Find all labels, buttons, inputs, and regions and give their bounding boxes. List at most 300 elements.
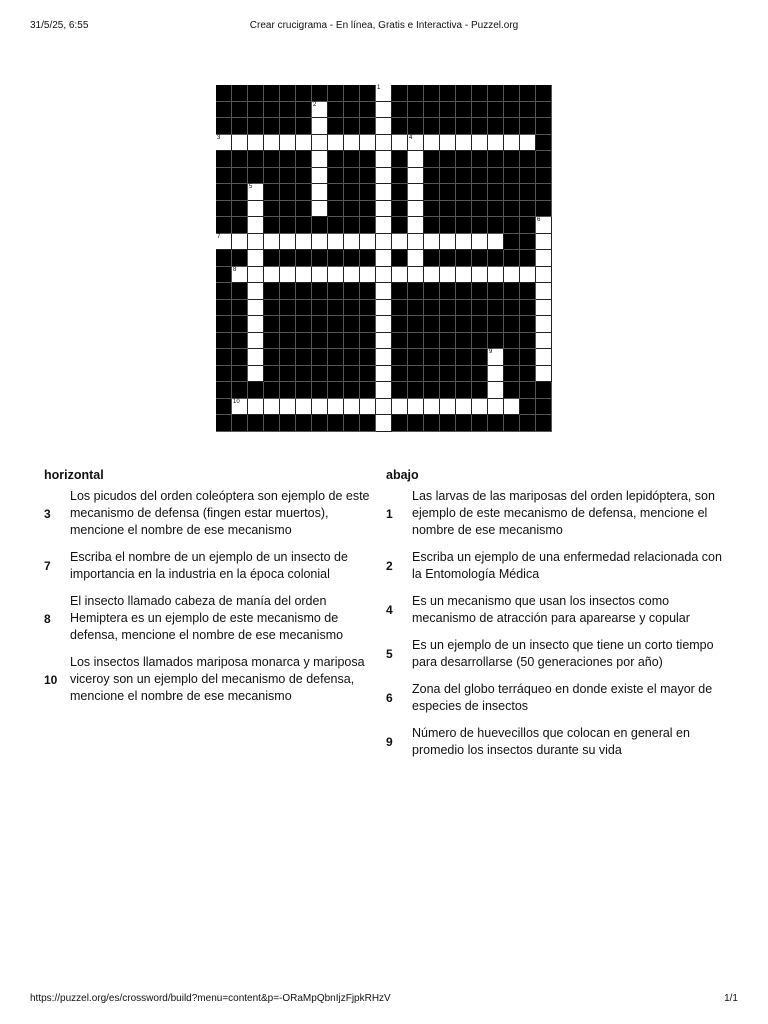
crossword-cell[interactable] (248, 399, 264, 416)
crossword-block (296, 85, 312, 102)
crossword-block (456, 415, 472, 432)
crossword-block (296, 217, 312, 234)
crossword-cell[interactable] (376, 366, 392, 383)
crossword-cell[interactable] (248, 316, 264, 333)
crossword-block (504, 168, 520, 185)
crossword-cell[interactable] (344, 234, 360, 251)
crossword-block (536, 415, 552, 432)
crossword-block (216, 217, 232, 234)
crossword-cell[interactable] (408, 267, 424, 284)
crossword-block (520, 283, 536, 300)
crossword-block (424, 382, 440, 399)
crossword-cell[interactable] (280, 267, 296, 284)
crossword-cell[interactable] (248, 349, 264, 366)
crossword-block (344, 85, 360, 102)
crossword-cell[interactable] (488, 349, 504, 366)
crossword-block (440, 333, 456, 350)
crossword-cell[interactable] (376, 151, 392, 168)
crossword-cell[interactable] (376, 217, 392, 234)
crossword-cell[interactable] (344, 135, 360, 152)
crossword-cell[interactable] (456, 234, 472, 251)
crossword-block (504, 234, 520, 251)
clue-text: El insecto llamado cabeza de manía del orden Hemiptera es un ejemplo de este mecanismo de defensa, mencione el nombre de ese mecanismo (70, 594, 344, 642)
crossword-block (520, 382, 536, 399)
crossword-block (344, 184, 360, 201)
crossword-block (360, 366, 376, 383)
crossword-cell[interactable] (392, 135, 408, 152)
clue-number: 3 (44, 506, 51, 521)
crossword-block (520, 102, 536, 119)
crossword-cell[interactable] (376, 135, 392, 152)
crossword-block (488, 102, 504, 119)
crossword-cell[interactable] (536, 366, 552, 383)
cell-number: 3 (217, 134, 221, 141)
crossword-block (536, 168, 552, 185)
crossword-cell[interactable] (312, 234, 328, 251)
crossword-block (488, 184, 504, 201)
crossword-cell[interactable] (456, 267, 472, 284)
crossword-block (472, 118, 488, 135)
crossword-block (440, 415, 456, 432)
crossword-cell[interactable] (376, 283, 392, 300)
crossword-block (296, 415, 312, 432)
crossword-cell[interactable] (312, 151, 328, 168)
crossword-cell[interactable] (488, 399, 504, 416)
crossword-cell[interactable] (216, 234, 232, 251)
crossword-block (280, 184, 296, 201)
crossword-cell[interactable] (488, 234, 504, 251)
crossword-cell[interactable] (456, 135, 472, 152)
crossword-cell[interactable] (536, 250, 552, 267)
crossword-cell[interactable] (504, 267, 520, 284)
crossword-cell[interactable] (536, 300, 552, 317)
crossword-block (360, 250, 376, 267)
crossword-block (344, 250, 360, 267)
crossword-cell[interactable] (408, 135, 424, 152)
crossword-block (280, 283, 296, 300)
crossword-block (392, 168, 408, 185)
crossword-cell[interactable] (376, 300, 392, 317)
crossword-block (296, 168, 312, 185)
crossword-cell[interactable] (312, 102, 328, 119)
crossword-block (232, 250, 248, 267)
crossword-cell[interactable] (248, 201, 264, 218)
crossword-block (216, 349, 232, 366)
crossword-block (424, 349, 440, 366)
crossword-block (520, 333, 536, 350)
crossword-block (440, 168, 456, 185)
crossword-block (264, 102, 280, 119)
crossword-cell[interactable] (376, 382, 392, 399)
crossword-block (424, 250, 440, 267)
crossword-cell[interactable] (408, 250, 424, 267)
crossword-cell[interactable] (280, 135, 296, 152)
crossword-cell[interactable] (312, 135, 328, 152)
crossword-cell[interactable] (408, 184, 424, 201)
crossword-cell[interactable] (520, 267, 536, 284)
crossword-block (472, 102, 488, 119)
crossword-cell[interactable] (360, 135, 376, 152)
crossword-block (312, 333, 328, 350)
crossword-block (360, 168, 376, 185)
crossword-cell[interactable] (344, 267, 360, 284)
crossword-block (328, 333, 344, 350)
crossword-cell[interactable] (424, 234, 440, 251)
clue-text: Los insectos llamados mariposa monarca y mariposa viceroy son un ejemplo del mecanismo de defensa, mencione el nombre de ese mecanismo (70, 655, 365, 703)
crossword-block (536, 151, 552, 168)
crossword-block (232, 349, 248, 366)
crossword-block (520, 366, 536, 383)
crossword-block (456, 316, 472, 333)
crossword-block (232, 168, 248, 185)
crossword-cell[interactable] (264, 234, 280, 251)
crossword-cell[interactable] (280, 399, 296, 416)
crossword-cell[interactable] (360, 399, 376, 416)
crossword-cell[interactable] (472, 234, 488, 251)
crossword-cell[interactable] (536, 316, 552, 333)
crossword-block (216, 267, 232, 284)
crossword-cell[interactable] (376, 118, 392, 135)
crossword-block (424, 316, 440, 333)
crossword-block (360, 201, 376, 218)
crossword-block (328, 85, 344, 102)
crossword-cell[interactable] (408, 399, 424, 416)
crossword-block (296, 333, 312, 350)
crossword-block (504, 85, 520, 102)
crossword-cell[interactable] (376, 85, 392, 102)
crossword-cell[interactable] (248, 250, 264, 267)
crossword-cell[interactable] (296, 399, 312, 416)
crossword-cell[interactable] (472, 135, 488, 152)
crossword-block (328, 283, 344, 300)
crossword-block (360, 382, 376, 399)
crossword-cell[interactable] (328, 135, 344, 152)
clue-text: Escriba un ejemplo de una enfermedad relacionada con la Entomología Médica (412, 550, 722, 581)
print-datetime: 31/5/25, 6:55 (30, 20, 89, 31)
crossword-cell[interactable] (376, 168, 392, 185)
crossword-cell[interactable] (296, 135, 312, 152)
crossword-block (408, 283, 424, 300)
crossword-block (504, 102, 520, 119)
crossword-cell[interactable] (248, 283, 264, 300)
crossword-block (360, 333, 376, 350)
crossword-block (216, 300, 232, 317)
crossword-cell[interactable] (248, 135, 264, 152)
crossword-cell[interactable] (280, 234, 296, 251)
crossword-cell[interactable] (392, 267, 408, 284)
crossword-cell[interactable] (408, 234, 424, 251)
crossword-block (472, 250, 488, 267)
crossword-cell[interactable] (312, 118, 328, 135)
crossword-cell[interactable] (312, 267, 328, 284)
crossword-cell[interactable] (376, 349, 392, 366)
crossword-cell[interactable] (408, 201, 424, 218)
crossword-cell[interactable] (376, 184, 392, 201)
crossword-cell[interactable] (376, 316, 392, 333)
crossword-block (344, 349, 360, 366)
crossword-block (472, 168, 488, 185)
crossword-cell[interactable] (488, 382, 504, 399)
clue-number: 1 (386, 506, 393, 521)
crossword-cell[interactable] (248, 333, 264, 350)
crossword-cell[interactable] (296, 267, 312, 284)
crossword-cell[interactable] (488, 366, 504, 383)
crossword-block (312, 415, 328, 432)
crossword-cell[interactable] (248, 234, 264, 251)
clue-down-5 (386, 637, 731, 671)
crossword-block (232, 366, 248, 383)
crossword-cell[interactable] (424, 267, 440, 284)
crossword-block (536, 201, 552, 218)
crossword-block (408, 85, 424, 102)
clue-down-9 (386, 725, 731, 759)
crossword-cell[interactable] (440, 234, 456, 251)
crossword-block (312, 366, 328, 383)
crossword-block (232, 316, 248, 333)
crossword-cell[interactable] (376, 333, 392, 350)
crossword-block (328, 201, 344, 218)
crossword-cell[interactable] (376, 399, 392, 416)
crossword-block (504, 316, 520, 333)
crossword-block (504, 201, 520, 218)
crossword-block (232, 217, 248, 234)
crossword-block (408, 415, 424, 432)
crossword-block (312, 316, 328, 333)
crossword-block (312, 300, 328, 317)
crossword-cell[interactable] (536, 217, 552, 234)
crossword-block (456, 349, 472, 366)
crossword-cell[interactable] (248, 184, 264, 201)
crossword-block (520, 234, 536, 251)
crossword-block (488, 151, 504, 168)
crossword-cell[interactable] (376, 234, 392, 251)
crossword-block (392, 217, 408, 234)
crossword-block (248, 102, 264, 119)
crossword-block (408, 333, 424, 350)
crossword-block (344, 300, 360, 317)
crossword-block (248, 382, 264, 399)
crossword-block (488, 250, 504, 267)
crossword-cell[interactable] (328, 234, 344, 251)
crossword-block (280, 151, 296, 168)
crossword-block (488, 201, 504, 218)
crossword-block (536, 85, 552, 102)
crossword-block (344, 201, 360, 218)
cell-number: 8 (233, 266, 237, 273)
crossword-block (440, 85, 456, 102)
crossword-cell[interactable] (328, 399, 344, 416)
crossword-block (264, 300, 280, 317)
crossword-block (216, 382, 232, 399)
crossword-block (232, 151, 248, 168)
crossword-block (440, 349, 456, 366)
crossword-block (232, 184, 248, 201)
crossword-cell[interactable] (424, 399, 440, 416)
crossword-cell[interactable] (264, 399, 280, 416)
crossword-block (312, 217, 328, 234)
crossword-block (328, 316, 344, 333)
crossword-cell[interactable] (456, 399, 472, 416)
crossword-block (472, 217, 488, 234)
crossword-cell[interactable] (248, 267, 264, 284)
across-clues (44, 468, 380, 715)
crossword-block (440, 201, 456, 218)
cell-number: 1 (377, 85, 381, 91)
crossword-block (264, 85, 280, 102)
crossword-block (280, 217, 296, 234)
crossword-block (216, 250, 232, 267)
crossword-block (520, 201, 536, 218)
crossword-cell[interactable] (472, 399, 488, 416)
clue-number: 2 (386, 559, 393, 573)
crossword-block (232, 118, 248, 135)
crossword-cell[interactable] (376, 102, 392, 119)
crossword-cell[interactable] (536, 349, 552, 366)
crossword-block (344, 415, 360, 432)
crossword-block (280, 168, 296, 185)
crossword-cell[interactable] (504, 135, 520, 152)
crossword-block (232, 300, 248, 317)
crossword-block (504, 217, 520, 234)
crossword-block (344, 333, 360, 350)
crossword-block (328, 184, 344, 201)
crossword-block (456, 333, 472, 350)
crossword-block (472, 151, 488, 168)
crossword-block (264, 316, 280, 333)
crossword-cell[interactable] (408, 151, 424, 168)
crossword-block (328, 168, 344, 185)
cell-number: 5 (249, 184, 253, 191)
crossword-cell[interactable] (440, 135, 456, 152)
crossword-block (264, 382, 280, 399)
crossword-block (232, 283, 248, 300)
crossword-block (520, 184, 536, 201)
crossword-block (296, 201, 312, 218)
crossword-cell[interactable] (264, 135, 280, 152)
crossword-cell[interactable] (248, 366, 264, 383)
crossword-cell[interactable] (312, 201, 328, 218)
crossword-cell[interactable] (408, 168, 424, 185)
crossword-cell[interactable] (376, 415, 392, 432)
crossword-block (280, 333, 296, 350)
crossword-block (216, 151, 232, 168)
crossword-block (440, 283, 456, 300)
crossword-cell[interactable] (328, 267, 344, 284)
crossword-block (264, 366, 280, 383)
crossword-block (280, 85, 296, 102)
crossword-cell[interactable] (536, 283, 552, 300)
crossword-block (456, 184, 472, 201)
crossword-block (440, 118, 456, 135)
cell-number: 7 (217, 233, 221, 240)
crossword-block (488, 118, 504, 135)
crossword-block (424, 184, 440, 201)
crossword-block (472, 85, 488, 102)
crossword-cell[interactable] (440, 399, 456, 416)
crossword-cell[interactable] (472, 267, 488, 284)
crossword-cell[interactable] (376, 267, 392, 284)
crossword-block (488, 283, 504, 300)
crossword-cell[interactable] (536, 267, 552, 284)
crossword-cell[interactable] (360, 234, 376, 251)
crossword-block (296, 300, 312, 317)
crossword-block (312, 283, 328, 300)
crossword-cell[interactable] (360, 267, 376, 284)
crossword-cell[interactable] (312, 168, 328, 185)
crossword-cell[interactable] (312, 184, 328, 201)
crossword-block (536, 135, 552, 152)
crossword-block (424, 201, 440, 218)
crossword-block (504, 300, 520, 317)
crossword-block (392, 85, 408, 102)
crossword-cell[interactable] (376, 201, 392, 218)
crossword-block (488, 316, 504, 333)
crossword-block (328, 382, 344, 399)
crossword-block (264, 283, 280, 300)
crossword-cell[interactable] (424, 135, 440, 152)
crossword-block (392, 415, 408, 432)
crossword-cell[interactable] (488, 135, 504, 152)
across-heading: horizontal (44, 468, 104, 482)
crossword-block (488, 168, 504, 185)
crossword-cell[interactable] (408, 217, 424, 234)
crossword-cell[interactable] (232, 267, 248, 284)
crossword-cell[interactable] (216, 135, 232, 152)
crossword-block (408, 118, 424, 135)
crossword-block (440, 300, 456, 317)
clue-number: 9 (386, 735, 393, 749)
crossword-block (520, 300, 536, 317)
crossword-cell[interactable] (376, 250, 392, 267)
crossword-block (328, 366, 344, 383)
crossword-block (232, 85, 248, 102)
crossword-block (280, 415, 296, 432)
crossword-block (232, 201, 248, 218)
crossword-cell[interactable] (488, 267, 504, 284)
crossword-block (504, 349, 520, 366)
cell-number: 10 (233, 398, 240, 405)
crossword-block (280, 102, 296, 119)
crossword-cell[interactable] (440, 267, 456, 284)
crossword-block (312, 250, 328, 267)
crossword-cell[interactable] (392, 399, 408, 416)
crossword-block (216, 316, 232, 333)
crossword-block (392, 316, 408, 333)
crossword-block (472, 349, 488, 366)
crossword-cell[interactable] (536, 234, 552, 251)
crossword-cell[interactable] (344, 399, 360, 416)
crossword-cell[interactable] (248, 217, 264, 234)
crossword-cell[interactable] (232, 234, 248, 251)
cell-number: 6 (537, 217, 541, 224)
crossword-block (456, 300, 472, 317)
crossword-block (488, 300, 504, 317)
crossword-block (472, 415, 488, 432)
crossword-cell[interactable] (296, 234, 312, 251)
crossword-cell[interactable] (232, 135, 248, 152)
crossword-block (328, 151, 344, 168)
crossword-cell[interactable] (520, 135, 536, 152)
crossword-block (472, 201, 488, 218)
crossword-cell[interactable] (536, 333, 552, 350)
crossword-cell[interactable] (504, 399, 520, 416)
crossword-cell[interactable] (248, 300, 264, 317)
crossword-cell[interactable] (392, 234, 408, 251)
crossword-cell[interactable] (312, 399, 328, 416)
crossword-cell[interactable] (232, 399, 248, 416)
crossword-cell[interactable] (264, 267, 280, 284)
crossword-block (360, 184, 376, 201)
